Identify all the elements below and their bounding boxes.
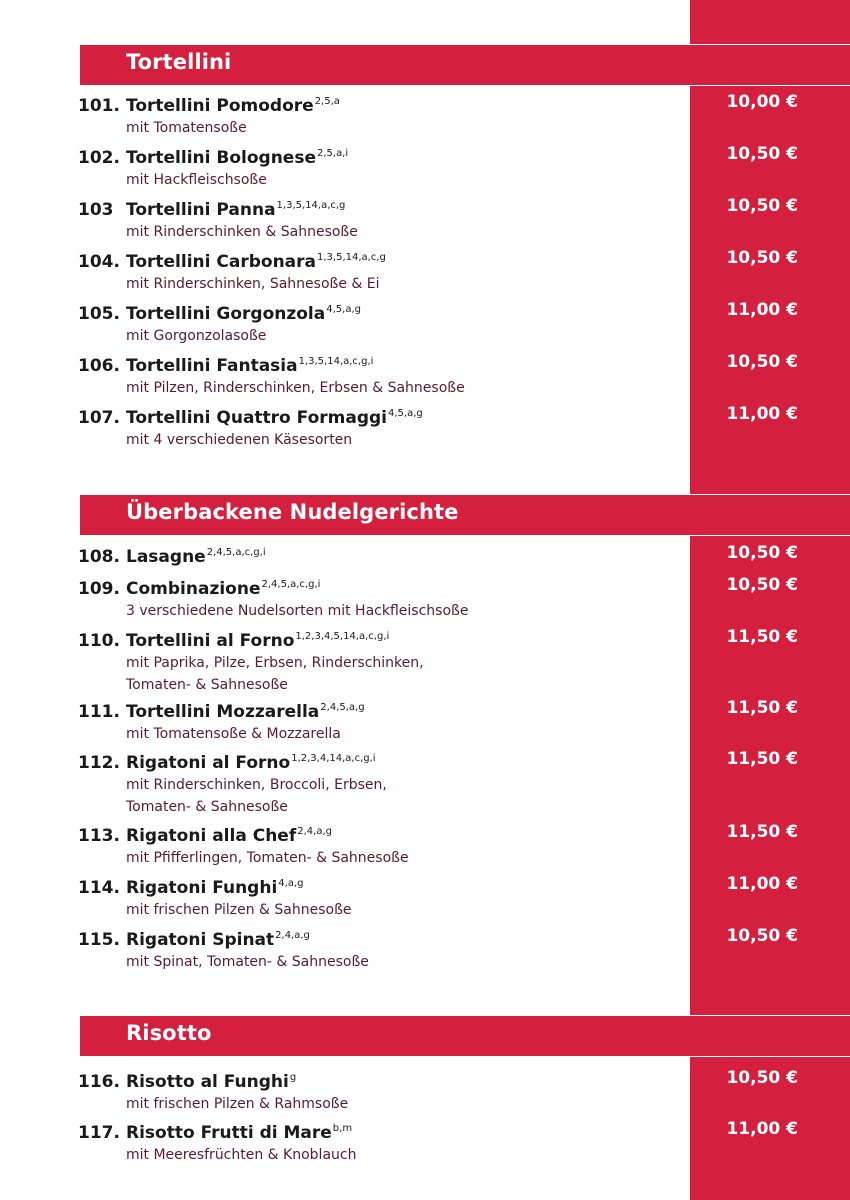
item-number: 110. xyxy=(78,631,120,651)
allergen-codes: b,m xyxy=(332,1123,353,1134)
item-price: 10,00 € xyxy=(726,92,798,112)
menu-item-heading xyxy=(78,247,690,273)
menu-item xyxy=(78,821,690,869)
item-number: 103 xyxy=(78,200,114,220)
item-name: Rigatoni al Forno xyxy=(126,753,291,773)
section-banner xyxy=(80,1016,850,1056)
menu-item xyxy=(78,626,690,696)
menu-item xyxy=(78,574,690,622)
allergen-codes: 2,5,a,i xyxy=(316,148,349,159)
item-price: 10,50 € xyxy=(726,248,798,268)
item-number: 102. xyxy=(78,148,120,168)
item-number: 109. xyxy=(78,579,120,599)
allergen-codes: g xyxy=(289,1072,297,1083)
item-price: 10,50 € xyxy=(726,575,798,595)
item-number: 113. xyxy=(78,826,120,846)
menu-item-heading xyxy=(78,403,690,429)
item-number: 116. xyxy=(78,1072,120,1092)
item-name: Tortellini Fantasia xyxy=(126,356,298,376)
item-price: 10,50 € xyxy=(726,352,798,372)
allergen-codes: 4,5,a,g xyxy=(388,408,423,419)
item-price: 10,50 € xyxy=(726,196,798,216)
menu-item xyxy=(78,873,690,921)
item-description: mit Hackfleischsoße xyxy=(126,172,267,188)
allergen-codes: 2,4,5,a,g xyxy=(320,702,365,713)
menu-item-heading xyxy=(78,925,690,951)
item-number: 112. xyxy=(78,753,120,773)
item-price: 11,00 € xyxy=(726,404,798,424)
menu-item-heading xyxy=(78,542,690,568)
item-price: 11,00 € xyxy=(726,1119,798,1139)
allergen-codes: 4,a,g xyxy=(278,878,304,889)
menu-item xyxy=(78,247,690,295)
menu-item xyxy=(78,542,690,568)
section-title: Tortellini xyxy=(126,50,232,74)
menu-item xyxy=(78,1067,690,1115)
item-price: 10,50 € xyxy=(726,144,798,164)
item-number: 115. xyxy=(78,930,120,950)
item-name: Tortellini al Forno xyxy=(126,631,295,651)
item-number: 111. xyxy=(78,702,120,722)
item-name: Risotto Frutti di Mare xyxy=(126,1123,332,1143)
section-title: Überbackene Nudelgerichte xyxy=(126,500,459,524)
section-banner xyxy=(80,45,850,85)
menu-item xyxy=(78,748,690,818)
allergen-codes: 2,4,a,g xyxy=(275,930,310,941)
menu-item-heading xyxy=(78,195,690,221)
menu-item xyxy=(78,195,690,243)
item-name: Rigatoni Funghi xyxy=(126,878,278,898)
item-number: 107. xyxy=(78,408,120,428)
menu-item xyxy=(78,299,690,347)
allergen-codes: 4,5,a,g xyxy=(326,304,361,315)
item-description: mit Gorgonzolasoße xyxy=(126,328,267,344)
allergen-codes: 1,3,5,14,a,c,g,i xyxy=(298,356,374,367)
item-description: mit frischen Pilzen & Rahmsoße xyxy=(126,1096,349,1112)
item-name: Combinazione xyxy=(126,579,261,599)
item-number: 106. xyxy=(78,356,120,376)
item-price: 11,50 € xyxy=(726,698,798,718)
item-description: mit Tomatensoße & Mozzarella xyxy=(126,726,341,742)
item-name: Rigatoni Spinat xyxy=(126,930,275,950)
menu-item-heading xyxy=(78,748,690,774)
section-title: Risotto xyxy=(126,1021,212,1045)
allergen-codes: 1,3,5,14,a,c,g xyxy=(276,200,346,211)
allergen-codes: 2,5,a xyxy=(314,96,340,107)
item-description: Tomaten- & Sahnesoße xyxy=(126,799,288,815)
item-price: 10,50 € xyxy=(726,1068,798,1088)
menu-item xyxy=(78,697,690,745)
item-description: mit Tomatensoße xyxy=(126,120,247,136)
menu-item-heading xyxy=(78,143,690,169)
menu-item xyxy=(78,1118,690,1166)
menu-item xyxy=(78,403,690,451)
allergen-codes: 2,4,a,g xyxy=(297,826,332,837)
menu-item-heading xyxy=(78,626,690,652)
item-price: 11,00 € xyxy=(726,874,798,894)
item-number: 104. xyxy=(78,252,120,272)
item-number: 117. xyxy=(78,1123,120,1143)
menu-item-heading xyxy=(78,873,690,899)
item-description: mit Meeresfrüchten & Knoblauch xyxy=(126,1147,357,1163)
item-name: Lasagne xyxy=(126,547,206,567)
menu-item-heading xyxy=(78,1067,690,1093)
item-name: Tortellini Carbonara xyxy=(126,252,316,272)
item-description: mit Spinat, Tomaten- & Sahnesoße xyxy=(126,954,369,970)
menu-item-heading xyxy=(78,299,690,325)
menu-item xyxy=(78,143,690,191)
menu-item-heading xyxy=(78,1118,690,1144)
item-description: mit 4 verschiedenen Käsesorten xyxy=(126,432,353,448)
item-description: mit Pfifferlingen, Tomaten- & Sahnesoße xyxy=(126,850,409,866)
menu-item-heading xyxy=(78,574,690,600)
allergen-codes: 1,2,3,4,5,14,a,c,g,i xyxy=(295,631,390,642)
menu-item xyxy=(78,351,690,399)
item-description: mit Rinderschinken & Sahnesoße xyxy=(126,224,358,240)
item-name: Tortellini Bolognese xyxy=(126,148,316,168)
allergen-codes: 2,4,5,a,c,g,i xyxy=(261,579,321,590)
item-description: Tomaten- & Sahnesoße xyxy=(126,677,288,693)
item-name: Tortellini Mozzarella xyxy=(126,702,320,722)
allergen-codes: 2,4,5,a,c,g,i xyxy=(206,547,266,558)
menu-item xyxy=(78,925,690,973)
item-price: 11,50 € xyxy=(726,822,798,842)
item-price: 11,00 € xyxy=(726,300,798,320)
item-number: 108. xyxy=(78,547,120,567)
menu-item-heading xyxy=(78,91,690,117)
item-description: mit Paprika, Pilze, Erbsen, Rinderschinken, xyxy=(126,655,424,671)
item-name: Tortellini Panna xyxy=(126,200,276,220)
item-number: 114. xyxy=(78,878,120,898)
item-description: mit Pilzen, Rinderschinken, Erbsen & Sahnesoße xyxy=(126,380,465,396)
allergen-codes: 1,2,3,4,14,a,c,g,i xyxy=(291,753,376,764)
menu-item-heading xyxy=(78,351,690,377)
menu-item xyxy=(78,91,690,139)
item-description: mit Rinderschinken, Broccoli, Erbsen, xyxy=(126,777,387,793)
allergen-codes: 1,3,5,14,a,c,g xyxy=(317,252,386,263)
item-name: Tortellini Pomodore xyxy=(126,96,314,116)
item-price: 11,50 € xyxy=(726,627,798,647)
item-price: 10,50 € xyxy=(726,926,798,946)
item-description: 3 verschiedene Nudelsorten mit Hackfleischsoße xyxy=(126,603,469,619)
item-description: mit frischen Pilzen & Sahnesoße xyxy=(126,902,352,918)
item-name: Rigatoni alla Chef xyxy=(126,826,297,846)
menu-item-heading xyxy=(78,821,690,847)
item-name: Tortellini Quattro Formaggi xyxy=(126,408,387,428)
item-number: 101. xyxy=(78,96,120,116)
item-price: 11,50 € xyxy=(726,749,798,769)
menu-item-heading xyxy=(78,697,690,723)
item-description: mit Rinderschinken, Sahnesoße & Ei xyxy=(126,276,380,292)
item-name: Risotto al Funghi xyxy=(126,1072,289,1092)
section-banner xyxy=(80,495,850,535)
item-name: Tortellini Gorgonzola xyxy=(126,304,326,324)
item-price: 10,50 € xyxy=(726,543,798,563)
item-number: 105. xyxy=(78,304,120,324)
